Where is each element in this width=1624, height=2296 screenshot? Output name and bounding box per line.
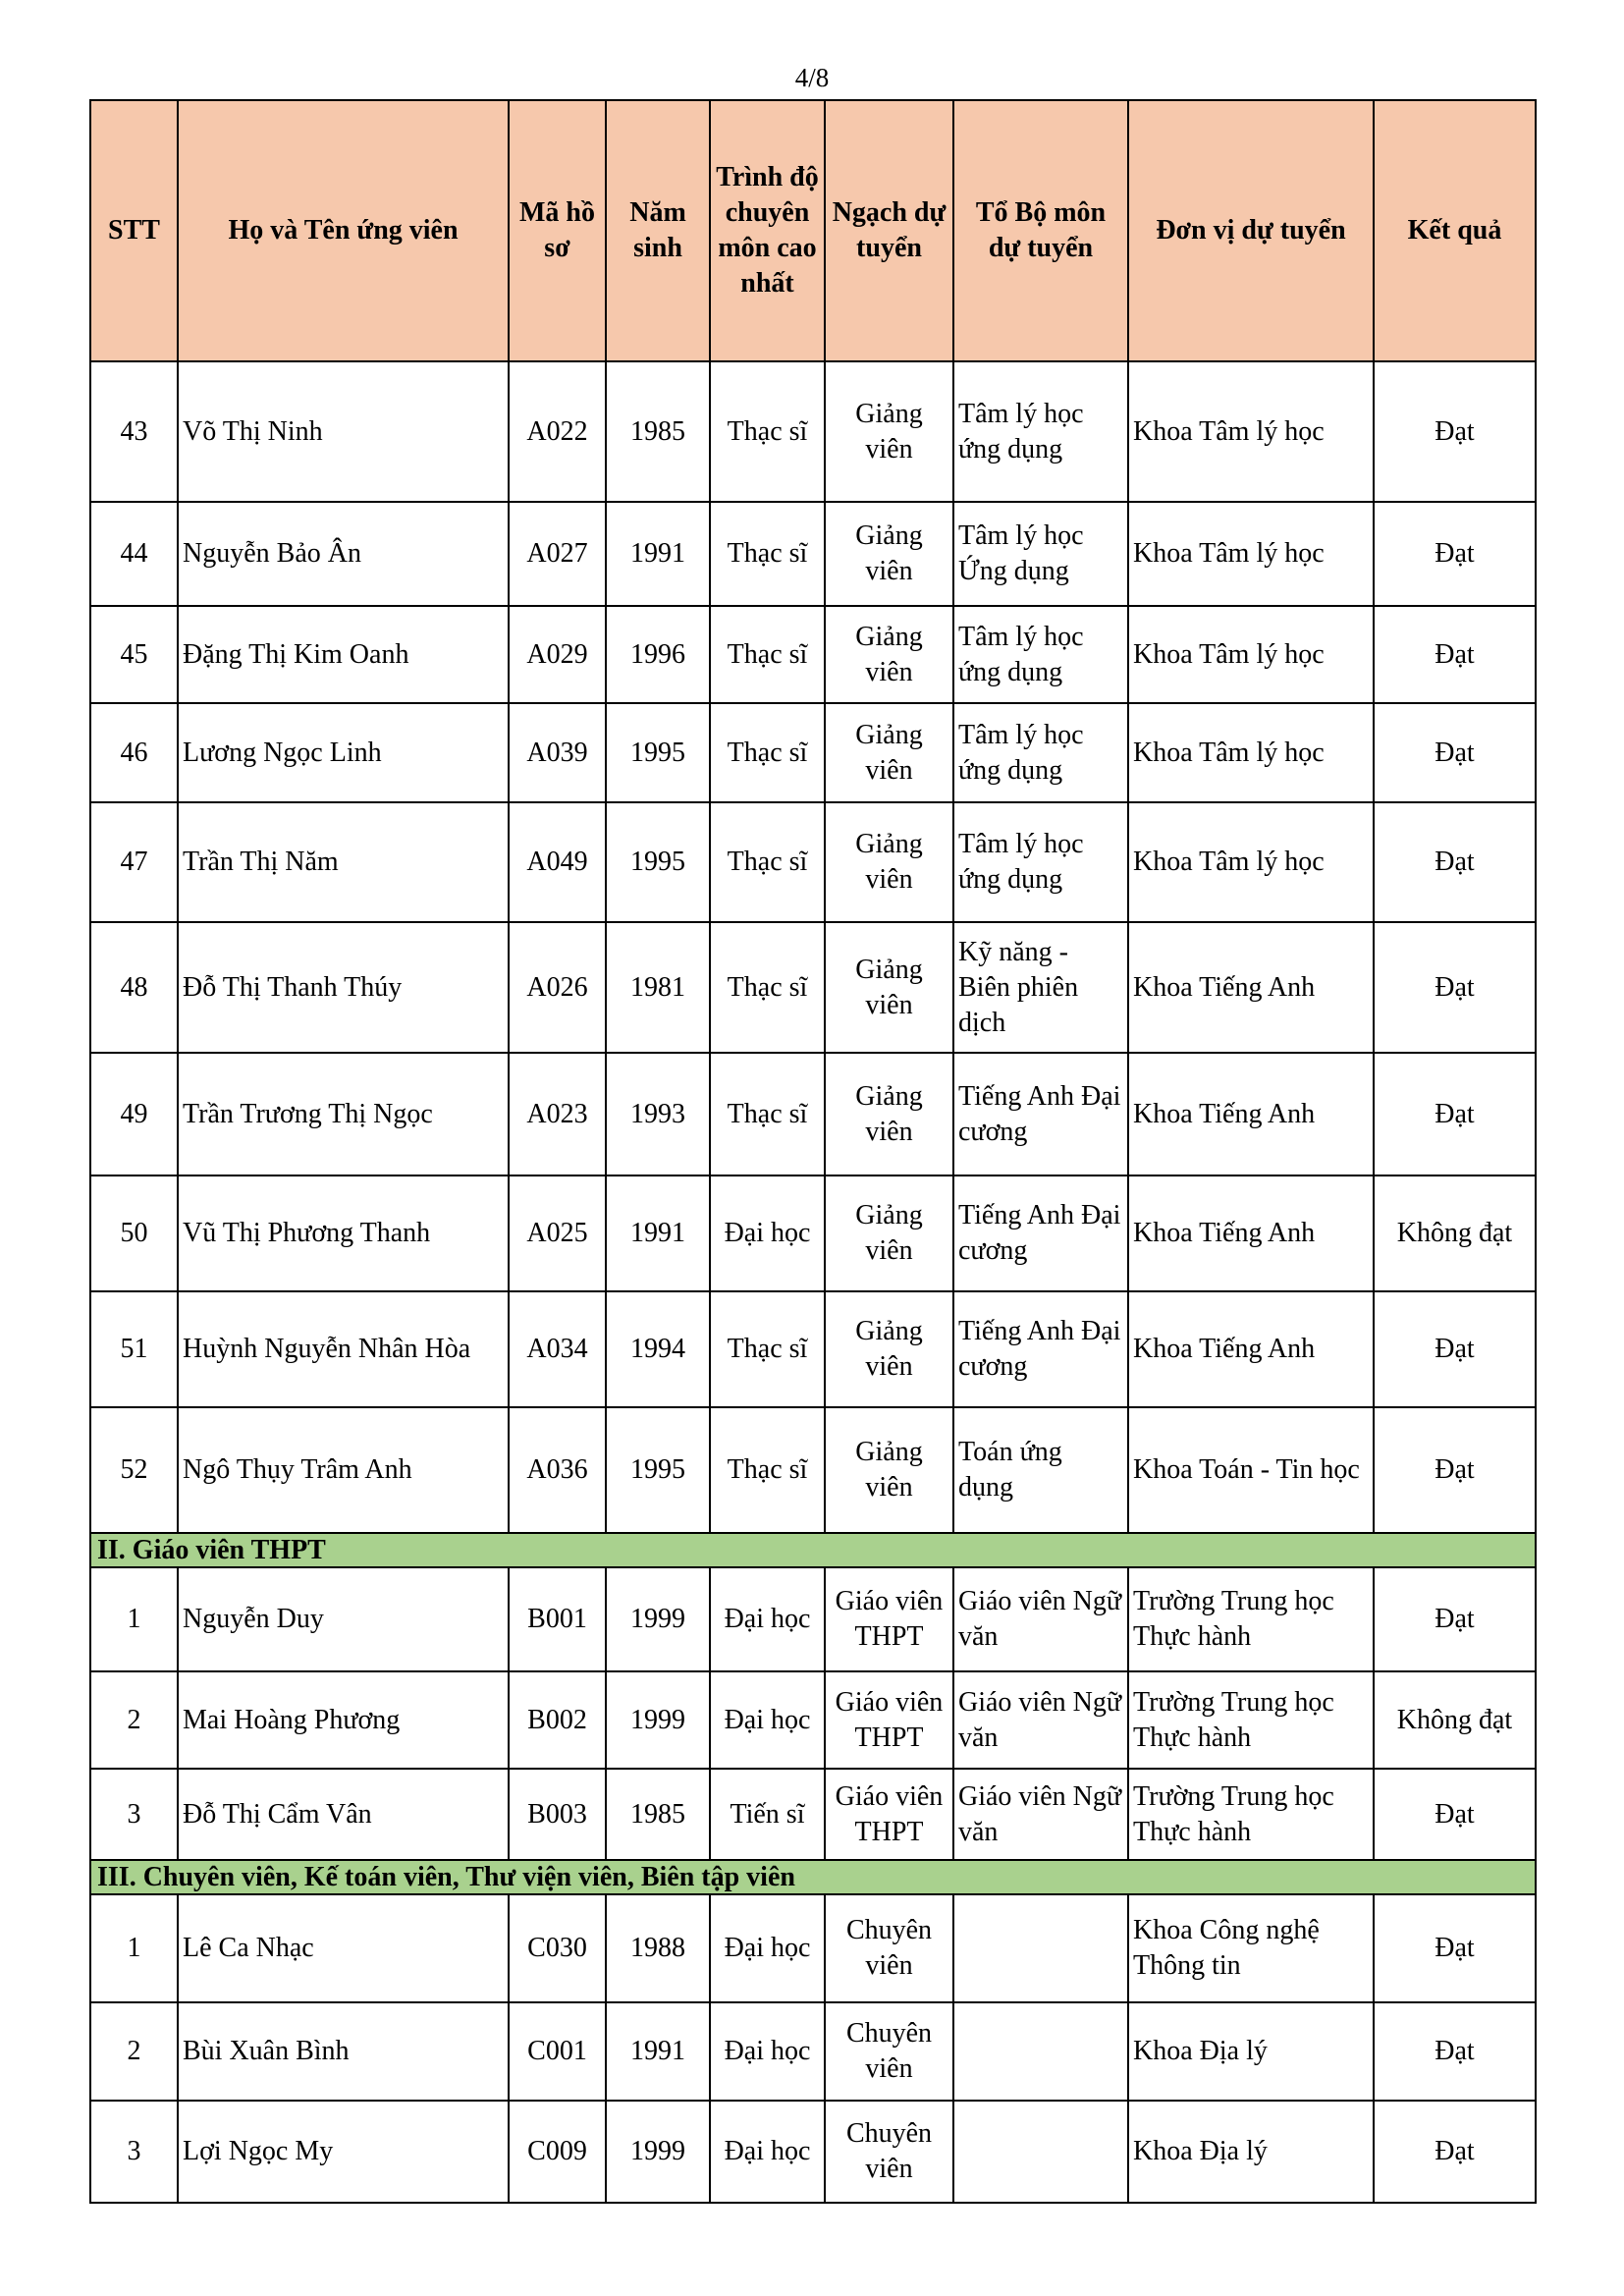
header-year: Năm sinh xyxy=(606,100,710,361)
cell-rank: Giảng viên xyxy=(825,703,953,802)
cell-level: Thạc sĩ xyxy=(710,361,825,502)
table-row xyxy=(90,1175,1536,1291)
cell-name: Lê Ca Nhạc xyxy=(178,1894,509,2002)
header-result: Kết quả xyxy=(1374,100,1536,361)
cell-stt: 3 xyxy=(90,2101,178,2203)
cell-name: Ngô Thụy Trâm Anh xyxy=(178,1407,509,1533)
cell-level: Thạc sĩ xyxy=(710,922,825,1053)
cell-stt: 2 xyxy=(90,1671,178,1769)
table-row xyxy=(90,922,1536,1053)
cell-rank: Giảng viên xyxy=(825,1291,953,1407)
table-body xyxy=(90,361,1536,2203)
cell-level: Đại học xyxy=(710,1671,825,1769)
cell-name: Nguyễn Bảo Ân xyxy=(178,502,509,606)
cell-subject xyxy=(953,2101,1128,2203)
cell-name: Lợi Ngọc My xyxy=(178,2101,509,2203)
table-row xyxy=(90,1671,1536,1769)
cell-year: 1985 xyxy=(606,1769,710,1860)
cell-stt: 1 xyxy=(90,1567,178,1671)
cell-name: Đỗ Thị Thanh Thúy xyxy=(178,922,509,1053)
cell-name: Đặng Thị Kim Oanh xyxy=(178,606,509,703)
cell-name: Võ Thị Ninh xyxy=(178,361,509,502)
cell-year: 1999 xyxy=(606,2101,710,2203)
cell-unit: Khoa Tâm lý học xyxy=(1128,361,1374,502)
cell-level: Đại học xyxy=(710,2101,825,2203)
cell-result: Đạt xyxy=(1374,1769,1536,1860)
cell-unit: Khoa Tiếng Anh xyxy=(1128,922,1374,1053)
cell-code: C009 xyxy=(509,2101,606,2203)
cell-name: Vũ Thị Phương Thanh xyxy=(178,1175,509,1291)
cell-unit: Trường Trung học Thực hành xyxy=(1128,1567,1374,1671)
table-row xyxy=(90,1769,1536,1860)
table-row xyxy=(90,606,1536,703)
page-number: 4/8 xyxy=(794,63,830,92)
cell-subject: Tâm lý học ứng dụng xyxy=(953,361,1128,502)
cell-year: 1991 xyxy=(606,502,710,606)
cell-unit: Khoa Tiếng Anh xyxy=(1128,1175,1374,1291)
cell-result: Đạt xyxy=(1374,502,1536,606)
table-row xyxy=(90,703,1536,802)
cell-subject: Giáo viên Ngữ văn xyxy=(953,1671,1128,1769)
section-row xyxy=(90,1533,1536,1567)
header-rank: Ngạch dự tuyển xyxy=(825,100,953,361)
cell-level: Thạc sĩ xyxy=(710,1053,825,1175)
cell-rank: Giáo viên THPT xyxy=(825,1567,953,1671)
cell-code: A027 xyxy=(509,502,606,606)
cell-name: Trần Thị Năm xyxy=(178,802,509,922)
cell-year: 1996 xyxy=(606,606,710,703)
cell-year: 1999 xyxy=(606,1671,710,1769)
cell-name: Nguyễn Duy xyxy=(178,1567,509,1671)
cell-stt: 3 xyxy=(90,1769,178,1860)
cell-result: Đạt xyxy=(1374,703,1536,802)
header-name: Họ và Tên ứng viên xyxy=(178,100,509,361)
cell-rank: Giảng viên xyxy=(825,361,953,502)
cell-subject: Kỹ năng - Biên phiên dịch xyxy=(953,922,1128,1053)
cell-unit: Khoa Địa lý xyxy=(1128,2002,1374,2101)
cell-subject xyxy=(953,2002,1128,2101)
cell-level: Thạc sĩ xyxy=(710,502,825,606)
cell-code: C030 xyxy=(509,1894,606,2002)
section-title: III. Chuyên viên, Kế toán viên, Thư viện viên, Biên tập viên xyxy=(90,1860,1536,1894)
cell-rank: Giáo viên THPT xyxy=(825,1769,953,1860)
cell-code: B002 xyxy=(509,1671,606,1769)
cell-subject: Tâm lý học ứng dụng xyxy=(953,703,1128,802)
cell-stt: 47 xyxy=(90,802,178,922)
header-subject: Tổ Bộ môn dự tuyển xyxy=(953,100,1128,361)
cell-unit: Khoa Tiếng Anh xyxy=(1128,1291,1374,1407)
cell-code: A026 xyxy=(509,922,606,1053)
cell-result: Đạt xyxy=(1374,1407,1536,1533)
cell-stt: 2 xyxy=(90,2002,178,2101)
table-row xyxy=(90,802,1536,922)
cell-name: Huỳnh Nguyễn Nhân Hòa xyxy=(178,1291,509,1407)
cell-subject: Giáo viên Ngữ văn xyxy=(953,1567,1128,1671)
table-row xyxy=(90,1894,1536,2002)
cell-unit: Khoa Tâm lý học xyxy=(1128,802,1374,922)
cell-stt: 48 xyxy=(90,922,178,1053)
header-code: Mã hồ sơ xyxy=(509,100,606,361)
cell-stt: 50 xyxy=(90,1175,178,1291)
cell-code: B001 xyxy=(509,1567,606,1671)
cell-year: 1991 xyxy=(606,1175,710,1291)
cell-stt: 44 xyxy=(90,502,178,606)
table-header-row xyxy=(90,100,1536,361)
cell-subject: Tiếng Anh Đại cương xyxy=(953,1291,1128,1407)
header-level: Trình độ chuyên môn cao nhất xyxy=(710,100,825,361)
cell-unit: Trường Trung học Thực hành xyxy=(1128,1671,1374,1769)
table-row xyxy=(90,502,1536,606)
cell-level: Đại học xyxy=(710,2002,825,2101)
cell-unit: Khoa Địa lý xyxy=(1128,2101,1374,2203)
cell-subject: Giáo viên Ngữ văn xyxy=(953,1769,1128,1860)
cell-result: Đạt xyxy=(1374,2002,1536,2101)
cell-result: Đạt xyxy=(1374,802,1536,922)
cell-level: Thạc sĩ xyxy=(710,1407,825,1533)
cell-year: 1991 xyxy=(606,2002,710,2101)
cell-code: C001 xyxy=(509,2002,606,2101)
table-row xyxy=(90,2002,1536,2101)
cell-result: Đạt xyxy=(1374,922,1536,1053)
cell-name: Bùi Xuân Bình xyxy=(178,2002,509,2101)
table-row xyxy=(90,1567,1536,1671)
cell-subject: Tâm lý học ứng dụng xyxy=(953,802,1128,922)
cell-result: Không đạt xyxy=(1374,1671,1536,1769)
cell-year: 1995 xyxy=(606,1407,710,1533)
table-row xyxy=(90,1291,1536,1407)
cell-level: Đại học xyxy=(710,1567,825,1671)
cell-year: 1985 xyxy=(606,361,710,502)
cell-level: Thạc sĩ xyxy=(710,703,825,802)
cell-level: Thạc sĩ xyxy=(710,606,825,703)
cell-name: Mai Hoàng Phương xyxy=(178,1671,509,1769)
cell-level: Đại học xyxy=(710,1175,825,1291)
cell-unit: Khoa Công nghệ Thông tin xyxy=(1128,1894,1374,2002)
cell-subject xyxy=(953,1894,1128,2002)
cell-stt: 51 xyxy=(90,1291,178,1407)
cell-rank: Giảng viên xyxy=(825,802,953,922)
section-title: II. Giáo viên THPT xyxy=(90,1533,1536,1567)
table-row xyxy=(90,2101,1536,2203)
cell-result: Đạt xyxy=(1374,1894,1536,2002)
cell-rank: Giảng viên xyxy=(825,1053,953,1175)
table-row xyxy=(90,1407,1536,1533)
cell-stt: 46 xyxy=(90,703,178,802)
cell-stt: 45 xyxy=(90,606,178,703)
cell-result: Đạt xyxy=(1374,1291,1536,1407)
cell-rank: Chuyên viên xyxy=(825,2101,953,2203)
cell-code: A036 xyxy=(509,1407,606,1533)
cell-level: Thạc sĩ xyxy=(710,1291,825,1407)
cell-unit: Trường Trung học Thực hành xyxy=(1128,1769,1374,1860)
cell-rank: Giảng viên xyxy=(825,606,953,703)
cell-subject: Tâm lý học Ứng dụng xyxy=(953,502,1128,606)
cell-code: A025 xyxy=(509,1175,606,1291)
cell-name: Lương Ngọc Linh xyxy=(178,703,509,802)
cell-year: 1995 xyxy=(606,703,710,802)
candidate-results-table xyxy=(89,99,1537,2204)
cell-result: Đạt xyxy=(1374,361,1536,502)
section-row xyxy=(90,1860,1536,1894)
header-unit: Đơn vị dự tuyển xyxy=(1128,100,1374,361)
cell-level: Tiến sĩ xyxy=(710,1769,825,1860)
cell-stt: 43 xyxy=(90,361,178,502)
cell-name: Trần Trương Thị Ngọc xyxy=(178,1053,509,1175)
cell-subject: Toán ứng dụng xyxy=(953,1407,1128,1533)
cell-unit: Khoa Tâm lý học xyxy=(1128,606,1374,703)
cell-level: Thạc sĩ xyxy=(710,802,825,922)
cell-year: 1999 xyxy=(606,1567,710,1671)
cell-code: A034 xyxy=(509,1291,606,1407)
table-row xyxy=(90,361,1536,502)
cell-rank: Giảng viên xyxy=(825,502,953,606)
cell-stt: 52 xyxy=(90,1407,178,1533)
cell-unit: Khoa Toán - Tin học xyxy=(1128,1407,1374,1533)
cell-rank: Giảng viên xyxy=(825,922,953,1053)
cell-code: A039 xyxy=(509,703,606,802)
cell-year: 1994 xyxy=(606,1291,710,1407)
cell-result: Đạt xyxy=(1374,606,1536,703)
cell-level: Đại học xyxy=(710,1894,825,2002)
cell-code: A049 xyxy=(509,802,606,922)
cell-rank: Chuyên viên xyxy=(825,1894,953,2002)
cell-unit: Khoa Tiếng Anh xyxy=(1128,1053,1374,1175)
cell-unit: Khoa Tâm lý học xyxy=(1128,502,1374,606)
cell-subject: Tâm lý học ứng dụng xyxy=(953,606,1128,703)
cell-result: Đạt xyxy=(1374,1053,1536,1175)
cell-subject: Tiếng Anh Đại cương xyxy=(953,1175,1128,1291)
header-stt: STT xyxy=(90,100,178,361)
cell-result: Không đạt xyxy=(1374,1175,1536,1291)
cell-stt: 49 xyxy=(90,1053,178,1175)
cell-subject: Tiếng Anh Đại cương xyxy=(953,1053,1128,1175)
cell-rank: Giảng viên xyxy=(825,1407,953,1533)
cell-year: 1993 xyxy=(606,1053,710,1175)
cell-year: 1995 xyxy=(606,802,710,922)
cell-stt: 1 xyxy=(90,1894,178,2002)
cell-code: A029 xyxy=(509,606,606,703)
table-row xyxy=(90,1053,1536,1175)
cell-name: Đỗ Thị Cẩm Vân xyxy=(178,1769,509,1860)
cell-code: B003 xyxy=(509,1769,606,1860)
cell-result: Đạt xyxy=(1374,1567,1536,1671)
cell-rank: Chuyên viên xyxy=(825,2002,953,2101)
cell-year: 1981 xyxy=(606,922,710,1053)
cell-result: Đạt xyxy=(1374,2101,1536,2203)
cell-code: A023 xyxy=(509,1053,606,1175)
cell-rank: Giáo viên THPT xyxy=(825,1671,953,1769)
cell-unit: Khoa Tâm lý học xyxy=(1128,703,1374,802)
cell-code: A022 xyxy=(509,361,606,502)
cell-rank: Giảng viên xyxy=(825,1175,953,1291)
cell-year: 1988 xyxy=(606,1894,710,2002)
